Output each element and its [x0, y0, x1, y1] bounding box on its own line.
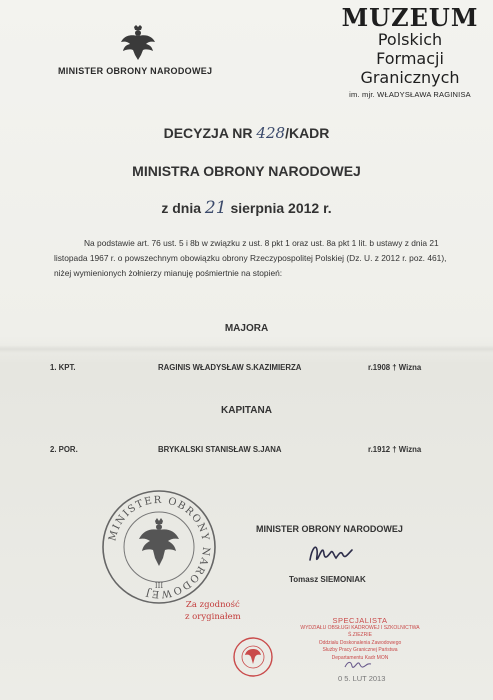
eagle-emblem-icon: [120, 24, 156, 62]
specialist-signature: [343, 658, 373, 672]
date-stamp: 0 5. LUT 2013: [338, 674, 386, 683]
museum-line3: Formacji: [376, 49, 444, 68]
decision-title-suffix: /KADR: [285, 125, 330, 141]
specialist-line3: Służby Pracy Granicznej Państwa: [322, 647, 398, 653]
handwritten-signature: [306, 540, 356, 566]
soldier-name: RAGINIS WŁADYSŁAW S.KAZIMIERZA: [158, 363, 302, 372]
official-round-seal: [100, 488, 218, 606]
soldier-number: 1. KPT.: [50, 363, 76, 372]
certification-line2: z oryginałem: [185, 612, 241, 622]
soldier-details: r.1912 † Wizna: [368, 445, 422, 454]
issuer-title: MINISTER OBRONY NARODOWEJ: [58, 66, 213, 76]
decision-body-paragraph: Na podstawie art. 76 ust. 5 i 8b w związku z ust. 8 pkt 1 oraz ust. 8a pkt 1 lit. b ustawy z dnia 21 listopada 1967 r. o powszechnym obowiązku obrony Rzeczypospolitej Polskiej (Dz. U. z 2012 r. poz. 461), niżej wymienionych żołnierzy mianuję pośmiertnie na stopień:: [54, 238, 447, 278]
museum-line2: Polskich: [377, 30, 443, 49]
specialist-line2: Oddziału Doskonalenia Zawodowego: [318, 639, 402, 646]
specialist-line1: WYDZIAŁU OBSŁUGI KADROWEJ I SZKOLNICTWA Ś.ZIEZRIE: [300, 624, 420, 638]
decision-title-prefix: DECYZJA NR: [163, 125, 253, 141]
certification-stamp: [185, 599, 241, 623]
specialist-stamp: [300, 617, 420, 662]
signatory-title: MINISTER OBRONY NARODOWEJ: [256, 524, 403, 534]
decision-date-day-handwritten: 21: [204, 198, 227, 218]
decision-title: [0, 124, 493, 142]
museum-line4: Granicznych: [360, 68, 460, 87]
museum-watermark: [330, 3, 490, 99]
rank-heading-major: MAJORA: [224, 323, 269, 334]
specialist-line4: Departamentu Kadr MON: [331, 654, 389, 661]
specialist-title: SPECJALISTA: [332, 616, 388, 625]
svg-text:III: III: [154, 582, 164, 590]
red-round-seal: [232, 636, 274, 678]
museum-line1: MUZEUM: [341, 3, 479, 32]
decision-date-prefix: z dnia: [161, 200, 202, 216]
svg-text:MINISTER OBRONY NARODOWEJ: MINISTER OBRONY NARODOWEJ: [107, 494, 212, 600]
signatory-name: Tomasz SIEMONIAK: [289, 575, 366, 584]
soldier-number: 2. POR.: [50, 445, 78, 454]
rank-heading-captain: KAPITANA: [221, 405, 272, 416]
decision-date: [0, 198, 493, 218]
certification-line1: Za zgodność: [185, 600, 240, 610]
paper-fold: [0, 345, 493, 353]
soldier-details: r.1908 † Wizna: [368, 363, 422, 372]
soldier-name: BRYKALSKI STANISŁAW S.JANA: [158, 445, 282, 454]
decision-number-handwritten: 428: [256, 124, 286, 142]
museum-line5: im. mjr. WŁADYSŁAWA RAGINISA: [349, 90, 471, 99]
decision-subtitle: MINISTRA OBRONY NARODOWEJ: [132, 163, 361, 179]
decision-date-suffix: sierpnia 2012 r.: [230, 200, 332, 216]
